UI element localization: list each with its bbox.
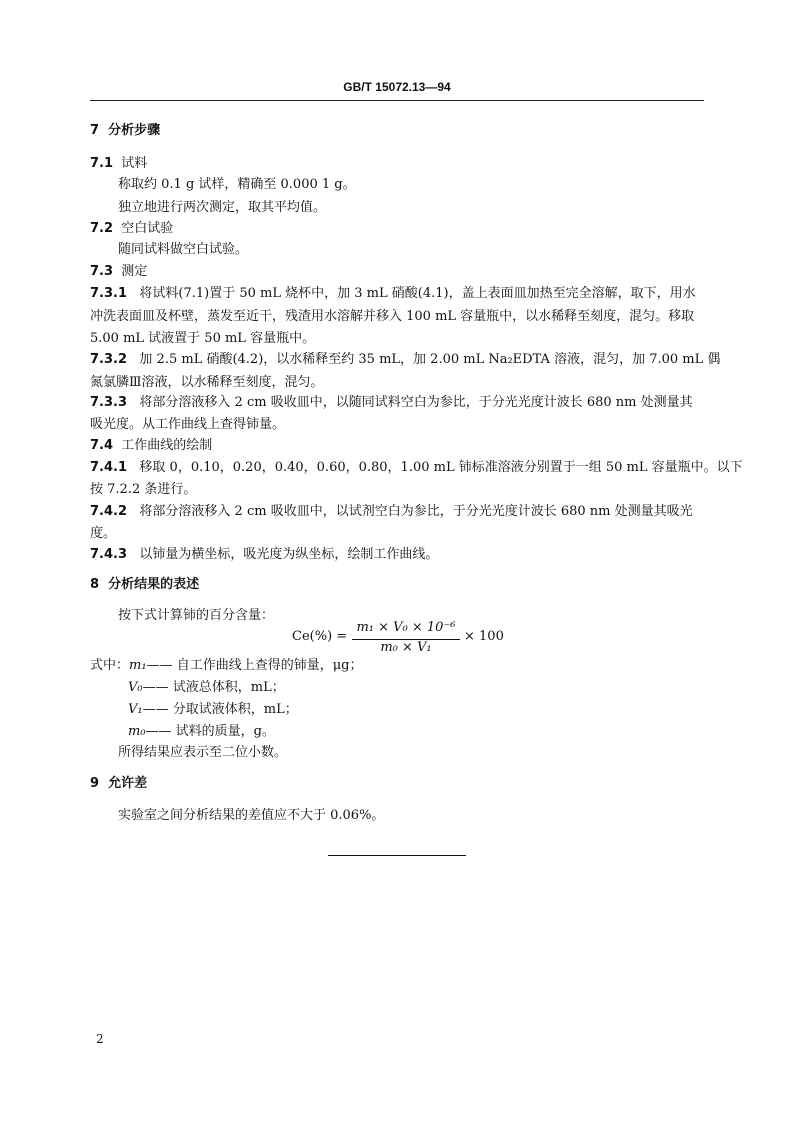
formula-lhs: Ce(%) = (292, 629, 348, 644)
definition-line (128, 678, 742, 698)
symbol: V₁ (128, 702, 143, 717)
clause-7-3-2-line (90, 350, 721, 370)
header-rule (90, 100, 704, 101)
clause-7-3-1-line (90, 284, 704, 304)
clause-7-1-heading (90, 154, 704, 174)
clause-text: 将部分溶液移入 2 cm 吸收皿中，以试剂空白为参比，于分光光度计波长 680 nm 处测量其吸光 (139, 504, 693, 519)
symbol: m₀ (128, 724, 146, 739)
page-header: GB/T 15072.13—94 (343, 80, 451, 94)
formula-rhs: × 100 (464, 629, 504, 644)
section-9-heading (90, 774, 704, 794)
paragraph: 吸光度。从工作曲线上查得铈量。 (90, 417, 286, 432)
clause-number: 7.4 (90, 438, 114, 453)
clause-7-4-3-line (90, 545, 704, 565)
clause-number: 7.3.1 (90, 286, 128, 301)
paragraph: 冲洗表面皿及杯壁，蒸发至近干，残渣用水溶解并移入 100 mL 容量瓶中，以水稀释至刻度，混匀。移取 (90, 309, 695, 324)
formula-denominator: m₀ × V₁ (380, 640, 432, 655)
clause-title: 空白试验 (121, 221, 174, 236)
definition: —— 试液总体积，mL； (142, 680, 285, 695)
clause-7-4-heading (90, 436, 704, 456)
section-title: 分析结果的表述 (108, 577, 200, 592)
definition-line (128, 722, 742, 742)
cerium-formula (292, 622, 552, 658)
section-title: 分析步骤 (108, 123, 161, 138)
paragraph: 称取约 0.1 g 试样，精确至 0.000 1 g。 (118, 177, 356, 192)
section-7-heading (90, 121, 704, 141)
paragraph: 随同试料做空白试验。 (118, 242, 249, 257)
clause-number: 7.4.3 (90, 547, 128, 562)
clause-title: 试料 (121, 156, 148, 171)
clause-text: 加 2.5 mL 硝酸(4.2)，以水稀释至约 35 mL，加 2.00 mL Na₂EDTA 溶液，混匀，加 7.00 mL 偶 (139, 352, 721, 367)
definition: —— 自工作曲线上查得的铈量，μg； (146, 658, 363, 673)
section-number: 9 (90, 776, 100, 791)
paragraph: 按 7.2.2 条进行。 (90, 482, 197, 497)
definition: —— 试料的质量，g。 (145, 724, 276, 739)
paragraph: 按下式计算铈的百分含量： (118, 608, 275, 623)
clause-text: 将部分溶液移入 2 cm 吸收皿中，以随同试料空白为参比，于分光光度计波长 680 nm 处测量其 (139, 395, 693, 410)
definition-line (90, 656, 704, 676)
paragraph: 独立地进行两次测定，取其平均值。 (118, 200, 327, 215)
section-8-heading (90, 575, 704, 595)
clause-text: 将试料(7.1)置于 50 mL 烧杯中，加 3 mL 硝酸(4.1)，盖上表面皿加热至完全溶解，取下，用水 (139, 286, 696, 301)
paragraph: 氮氯膦Ⅲ溶液，以水稀释至刻度，混匀。 (90, 375, 324, 390)
section-title: 允许差 (108, 776, 148, 791)
clause-number: 7.3.2 (90, 352, 128, 367)
clause-number: 7.4.1 (90, 460, 128, 475)
clause-number: 7.3.3 (90, 395, 128, 410)
clause-title: 测定 (121, 264, 148, 279)
clause-number: 7.1 (90, 156, 114, 171)
definition: —— 分取试液体积，mL； (142, 702, 298, 717)
definition-line (128, 700, 742, 720)
clause-7-3-3-line (90, 393, 704, 413)
where-label: 式中： (90, 658, 130, 673)
page-number: 2 (96, 1032, 104, 1046)
section-number: 7 (90, 123, 100, 138)
clause-7-4-1-line (90, 458, 743, 478)
clause-7-4-2-line (90, 502, 704, 522)
paragraph: 度。 (90, 526, 117, 541)
formula-numerator: m₁ × V₀ × 10⁻⁶ (356, 620, 456, 635)
clause-number: 7.4.2 (90, 504, 128, 519)
symbol: m₁ (129, 658, 147, 673)
section-number: 8 (90, 577, 100, 592)
clause-text: 移取 0，0.10，0.20，0.40，0.60，0.80，1.00 mL 铈标准溶液分别置于一组 50 mL 容量瓶中。以下 (139, 460, 743, 475)
clause-number: 7.2 (90, 221, 114, 236)
paragraph: 5.00 mL 试液置于 50 mL 容量瓶中。 (90, 331, 316, 346)
end-rule (328, 855, 466, 856)
paragraph: 所得结果应表示至二位小数。 (118, 745, 288, 760)
clause-7-2-heading (90, 219, 704, 239)
clause-text: 以铈量为横坐标，吸光度为纵坐标，绘制工作曲线。 (139, 547, 439, 562)
symbol: V₀ (128, 680, 143, 695)
paragraph: 实验室之间分析结果的差值应不大于 0.06%。 (118, 808, 385, 823)
clause-number: 7.3 (90, 264, 114, 279)
clause-title: 工作曲线的绘制 (121, 438, 213, 453)
clause-7-3-heading (90, 262, 704, 282)
